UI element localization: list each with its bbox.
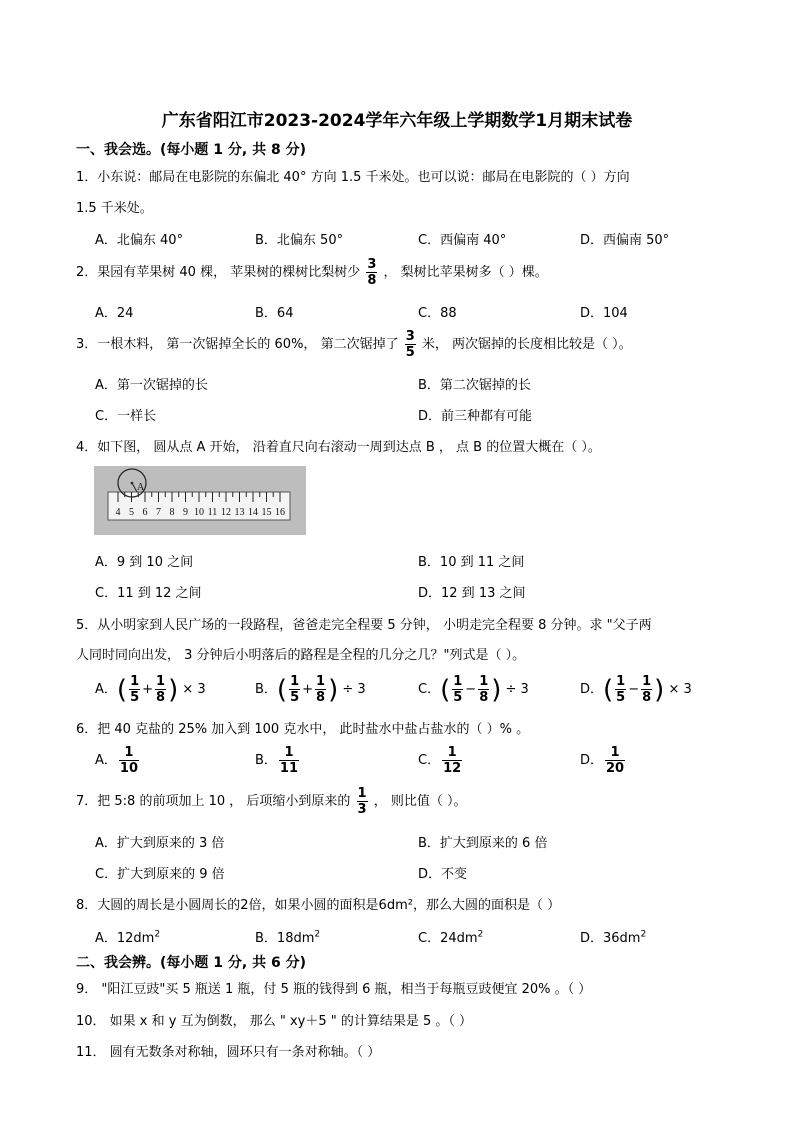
q8-option-d xyxy=(580,927,646,946)
q1-option-a: A．北偏东 40° xyxy=(95,233,184,248)
left-paren: ( xyxy=(603,674,614,705)
q6-fraction: $\frac{1}{11}$ xyxy=(279,745,299,776)
page-title: 广东省阳江市2023-2024学年六年级上学期数学1月期末试卷 xyxy=(161,111,633,131)
right-paren: ) xyxy=(168,674,179,705)
q7-fraction-numerator: 1 xyxy=(357,786,367,801)
ruler-number: 11 xyxy=(207,507,218,518)
q7-fraction xyxy=(357,787,368,816)
q6-option-b xyxy=(255,744,301,778)
q6-option-label: D． xyxy=(580,753,604,768)
q8-option-a-sup: 2 xyxy=(154,929,161,940)
q4-option-a: A．9 到 10 之间 xyxy=(95,555,194,570)
q5-operator: − xyxy=(465,682,477,697)
q8-option-a-text: A．12dm xyxy=(95,931,155,946)
q5-fraction-2: $\frac{1}{8}$ xyxy=(316,674,326,705)
ruler-number: 13 xyxy=(234,507,245,518)
q5-fraction-2: $\frac{1}{8}$ xyxy=(642,674,652,705)
q2-option-c: C．88 xyxy=(418,306,457,321)
q5-fraction-2: $\frac{1}{8}$ xyxy=(479,674,489,705)
q8-option-b xyxy=(255,927,320,946)
q5-tail: ÷ 3 xyxy=(338,682,366,697)
q6-option-a xyxy=(95,744,141,778)
q8-option-c-sup: 2 xyxy=(477,929,484,940)
q3-text-pre: 3．一根木料， 第一次锯掉全长的 60%， 第二次锯掉了 xyxy=(76,337,399,352)
q3-text xyxy=(76,328,632,362)
q5-option-label: A． xyxy=(95,682,117,697)
q5-fraction-1: $\frac{1}{5}$ xyxy=(290,674,300,705)
q5-operator: − xyxy=(628,682,640,697)
q2-fraction xyxy=(366,258,377,287)
q5-option-label: C． xyxy=(418,682,441,697)
right-paren: ) xyxy=(654,674,665,705)
q6-fraction: $\frac{1}{10}$ xyxy=(119,745,138,776)
q3-text-post: 米， 两次锯掉的长度相比较是（ ）。 xyxy=(421,337,632,352)
q5-option-c xyxy=(418,673,529,707)
q3-fraction-denominator: 5 xyxy=(405,345,415,360)
q5-text-line2: 人同时同向出发， 3 分钟后小明落后的路程是全程的几分之几？"列式是（ ）。 xyxy=(76,648,526,663)
q5-option-label: B． xyxy=(255,682,277,697)
q5-tail: × 3 xyxy=(664,682,692,697)
q10-text: 10． 如果 x 和 y 互为倒数， 那么 " xy＋5 " 的计算结果是 5 。（ ） xyxy=(76,1014,473,1029)
q2-option-a: A．24 xyxy=(95,306,134,321)
left-paren: ( xyxy=(440,674,451,705)
q8-option-a xyxy=(95,927,160,946)
q5-text-line1: 5．从小明家到人民广场的一段路程，爸爸走完全程要 5 分钟， 小明走完全程要 8 分钟。求 "父子两 xyxy=(76,618,652,633)
q3-option-d: D．前三种都有可能 xyxy=(418,409,533,424)
ruler-number: 4 xyxy=(115,507,121,518)
q2-option-b: B．64 xyxy=(255,306,294,321)
q7-option-d: D．不变 xyxy=(418,867,468,882)
q4-text: 4．如下图， 圆从点 A 开始， 沿着直尺向右滚动一周到达点 B ， 点 B 的位置大概在（ ）。 xyxy=(76,440,601,455)
q2-fraction-denominator: 8 xyxy=(367,273,377,288)
q1-option-d: D．西偏南 50° xyxy=(580,233,670,248)
q2-text xyxy=(76,256,548,290)
q5-operator: + xyxy=(142,682,154,697)
q5-option-d xyxy=(580,673,692,707)
q1-option-b: B．北偏东 50° xyxy=(255,233,344,248)
q3-option-c: C．一样长 xyxy=(95,409,157,424)
q5-option-a xyxy=(95,673,206,707)
q5-tail: ÷ 3 xyxy=(501,682,529,697)
q7-option-b: B．扩大到原来的 6 倍 xyxy=(418,836,548,851)
q2-text-pre: 2．果园有苹果树 40 棵， 苹果树的棵树比梨树少 xyxy=(76,265,361,280)
q5-fraction-1: $\frac{1}{5}$ xyxy=(616,674,626,705)
ruler-number: 7 xyxy=(156,507,161,518)
section-2-title: 二、我会辨。(每小题 1 分, 共 6 分) xyxy=(76,955,306,971)
q5-tail: × 3 xyxy=(178,682,206,697)
q3-option-a: A．第一次锯掉的长 xyxy=(95,378,208,393)
q7-text xyxy=(76,785,467,819)
ruler-figure xyxy=(94,466,306,535)
q8-option-d-text: D．36dm xyxy=(580,931,641,946)
q2-option-d: D．104 xyxy=(580,306,628,321)
q2-fraction-numerator: 3 xyxy=(367,257,377,272)
q4-option-b: B．10 到 11 之间 xyxy=(418,555,525,570)
left-paren: ( xyxy=(116,674,128,705)
q6-option-label: A． xyxy=(95,753,117,768)
q4-option-c: C．11 到 12 之间 xyxy=(95,586,202,601)
q3-fraction xyxy=(405,330,416,359)
q3-option-b: B．第二次锯掉的长 xyxy=(418,378,531,393)
ruler-number: 8 xyxy=(169,507,175,518)
q7-fraction-denominator: 3 xyxy=(357,802,367,817)
q7-option-c: C．扩大到原来的 9 倍 xyxy=(95,867,225,882)
q4-option-d: D．12 到 13 之间 xyxy=(418,586,526,601)
q8-text: 8．大圆的周长是小圆周长的2倍，如果小圆的面积是6dm²，那么大圆的面积是（ ） xyxy=(76,898,561,913)
q5-fraction-1: $\frac{1}{5}$ xyxy=(130,674,140,705)
q2-text-post: ， 梨树比苹果树多（ ）棵。 xyxy=(383,265,548,280)
q8-option-c-text: C．24dm xyxy=(418,931,478,946)
right-paren: ) xyxy=(328,674,339,705)
q6-text: 6．把 40 克盐的 25% 加入到 100 克水中， 此时盐水中盐占盐水的（ ）% 。 xyxy=(76,722,530,737)
q8-option-b-text: B．18dm xyxy=(255,931,315,946)
section-1-title: 一、我会选。(每小题 1 分, 共 8 分) xyxy=(76,142,306,158)
q6-option-d xyxy=(580,744,627,778)
ruler-number: 6 xyxy=(142,507,148,518)
q1-option-c: C．西偏南 40° xyxy=(418,233,507,248)
right-paren: ) xyxy=(491,674,502,705)
q5-fraction-2: $\frac{1}{8}$ xyxy=(156,674,166,705)
q7-option-a: A．扩大到原来的 3 倍 xyxy=(95,836,225,851)
q7-text-post: ， 则比值（ ）。 xyxy=(373,794,467,809)
left-paren: ( xyxy=(276,674,288,705)
ruler-number: 14 xyxy=(248,507,258,518)
q6-option-label: B． xyxy=(255,753,277,768)
q8-option-d-sup: 2 xyxy=(640,929,647,940)
q8-option-b-sup: 2 xyxy=(314,929,321,940)
q9-text: 9． "阳江豆豉"买 5 瓶送 1 瓶，付 5 瓶的钱得到 6 瓶，相当于每瓶豆豉便宜 20% 。（ ） xyxy=(76,982,592,997)
point-a-label: A xyxy=(137,482,145,493)
q6-fraction: $\frac{1}{12}$ xyxy=(443,745,462,776)
ruler-number: 9 xyxy=(183,507,188,518)
q5-operator: + xyxy=(302,682,314,697)
q1-text-line1: 1．小东说：邮局在电影院的东偏北 40° 方向 1.5 千米处。也可以说：邮局在电影院的（ ）方向 xyxy=(76,170,630,185)
q1-text-line2: 1.5 千米处。 xyxy=(76,201,153,216)
ruler-number: 5 xyxy=(129,507,134,518)
ruler-number: 15 xyxy=(261,507,272,518)
q6-option-c xyxy=(418,744,464,778)
q7-text-pre: 7．把 5:8 的前项加上 10 ， 后项缩小到原来的 xyxy=(76,794,351,809)
q5-option-b xyxy=(255,673,366,707)
ruler-number: 12 xyxy=(221,507,231,518)
ruler-number: 16 xyxy=(275,507,285,518)
q3-fraction-numerator: 3 xyxy=(405,329,415,344)
q5-fraction-1: $\frac{1}{5}$ xyxy=(453,674,463,705)
q6-option-label: C． xyxy=(418,753,441,768)
ruler-number: 10 xyxy=(194,507,204,518)
q8-option-c xyxy=(418,927,483,946)
q5-option-label: D． xyxy=(580,682,604,697)
ruler-svg xyxy=(94,466,306,535)
q6-fraction: $\frac{1}{20}$ xyxy=(606,745,625,776)
q11-text: 11． 圆有无数条对称轴，圆环只有一条对称轴。（ ） xyxy=(76,1045,381,1060)
